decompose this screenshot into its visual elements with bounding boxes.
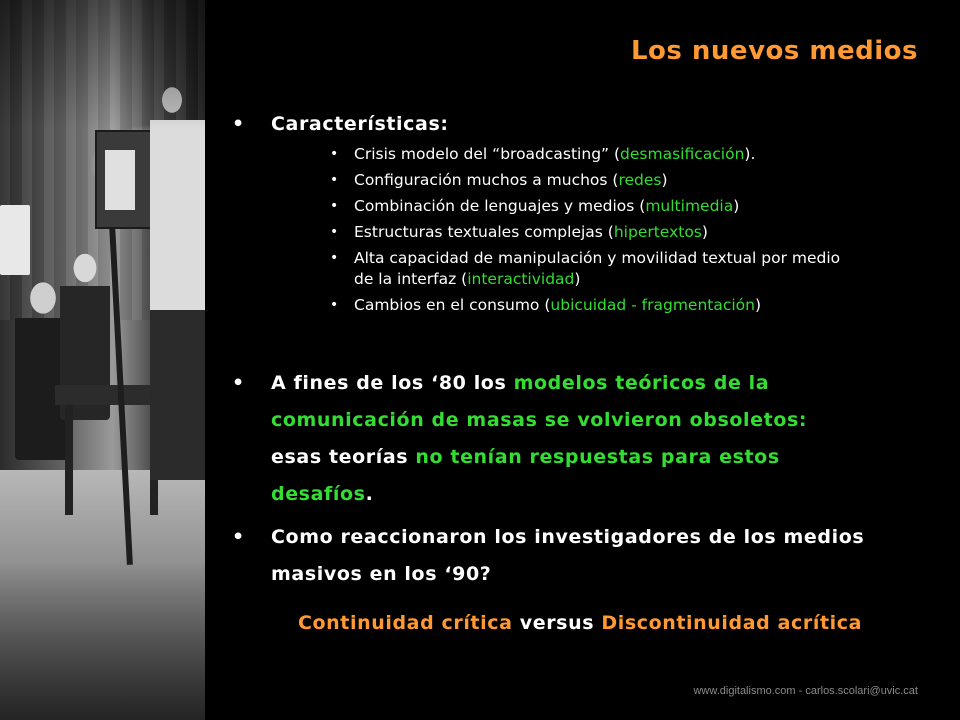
list-item — [330, 170, 930, 191]
characteristics-list — [330, 144, 930, 321]
bullet-icon: • — [330, 224, 339, 240]
slide-title: Los nuevos medios — [630, 36, 918, 66]
list-item — [330, 222, 930, 243]
list-item — [330, 295, 930, 316]
item-text: ) — [661, 171, 668, 189]
bullet-icon: • — [232, 113, 245, 135]
eighties-text-part: A fines de los ‘80 los — [271, 372, 514, 394]
eighties-text — [271, 365, 871, 513]
list-item — [330, 196, 930, 217]
bullet-icon: • — [330, 146, 339, 162]
eighties-highlight: no tenían respuestas para estos desafíos — [271, 446, 780, 505]
eighties-highlight: modelos teóricos de la comunicación de masas se volvieron obsoletos: — [271, 372, 808, 431]
item-highlight: multimedia — [645, 197, 734, 215]
nineties-question: Como reaccionaron los investigadores de los medios masivos en los ‘90? — [271, 526, 865, 585]
item-text: Combinación de lenguajes y medios ( — [354, 197, 646, 215]
item-text: Alta capacidad de manipulación y movilidad textual por medio de la interfaz ( — [354, 249, 841, 288]
characteristics-heading: Características: — [271, 113, 449, 135]
bullet-icon: • — [330, 172, 339, 188]
item-text: ) — [701, 223, 708, 241]
eighties-text-part: esas teorías — [271, 446, 416, 468]
item-text: ) — [755, 296, 762, 314]
list-item — [330, 248, 854, 290]
conclusion-right: Discontinuidad acrítica — [601, 612, 863, 634]
item-text: ) — [733, 197, 740, 215]
bullet-nineties — [232, 519, 922, 593]
conclusion-versus: versus — [512, 612, 602, 634]
list-item — [330, 144, 930, 165]
item-text: Cambios en el consumo ( — [354, 296, 551, 314]
bullet-icon: • — [232, 526, 245, 548]
item-text: Estructuras textuales complejas ( — [354, 223, 614, 241]
footer-credit: www.digitalismo.com - carlos.scolari@uvic.cat — [693, 685, 918, 697]
eighties-text-part: . — [365, 483, 374, 505]
item-text: Crisis modelo del “broadcasting” ( — [354, 145, 621, 163]
item-text: Configuración muchos a muchos ( — [354, 171, 619, 189]
item-text: ) — [574, 270, 581, 288]
conclusion-line — [0, 612, 960, 634]
bullet-characteristics — [232, 106, 922, 143]
item-highlight: hipertextos — [613, 223, 702, 241]
item-text: ). — [744, 145, 756, 163]
bullet-icon: • — [330, 297, 339, 313]
conclusion-left: Continuidad crítica — [297, 612, 513, 634]
item-highlight: desmasificación — [620, 145, 745, 163]
bullet-icon: • — [330, 250, 339, 266]
item-highlight: interactividad — [467, 270, 575, 288]
item-highlight: redes — [618, 171, 662, 189]
item-highlight: ubicuidad - fragmentación — [550, 296, 755, 314]
bullet-icon: • — [232, 372, 245, 394]
bullet-icon: • — [330, 198, 339, 214]
bullet-eighties — [232, 365, 922, 513]
